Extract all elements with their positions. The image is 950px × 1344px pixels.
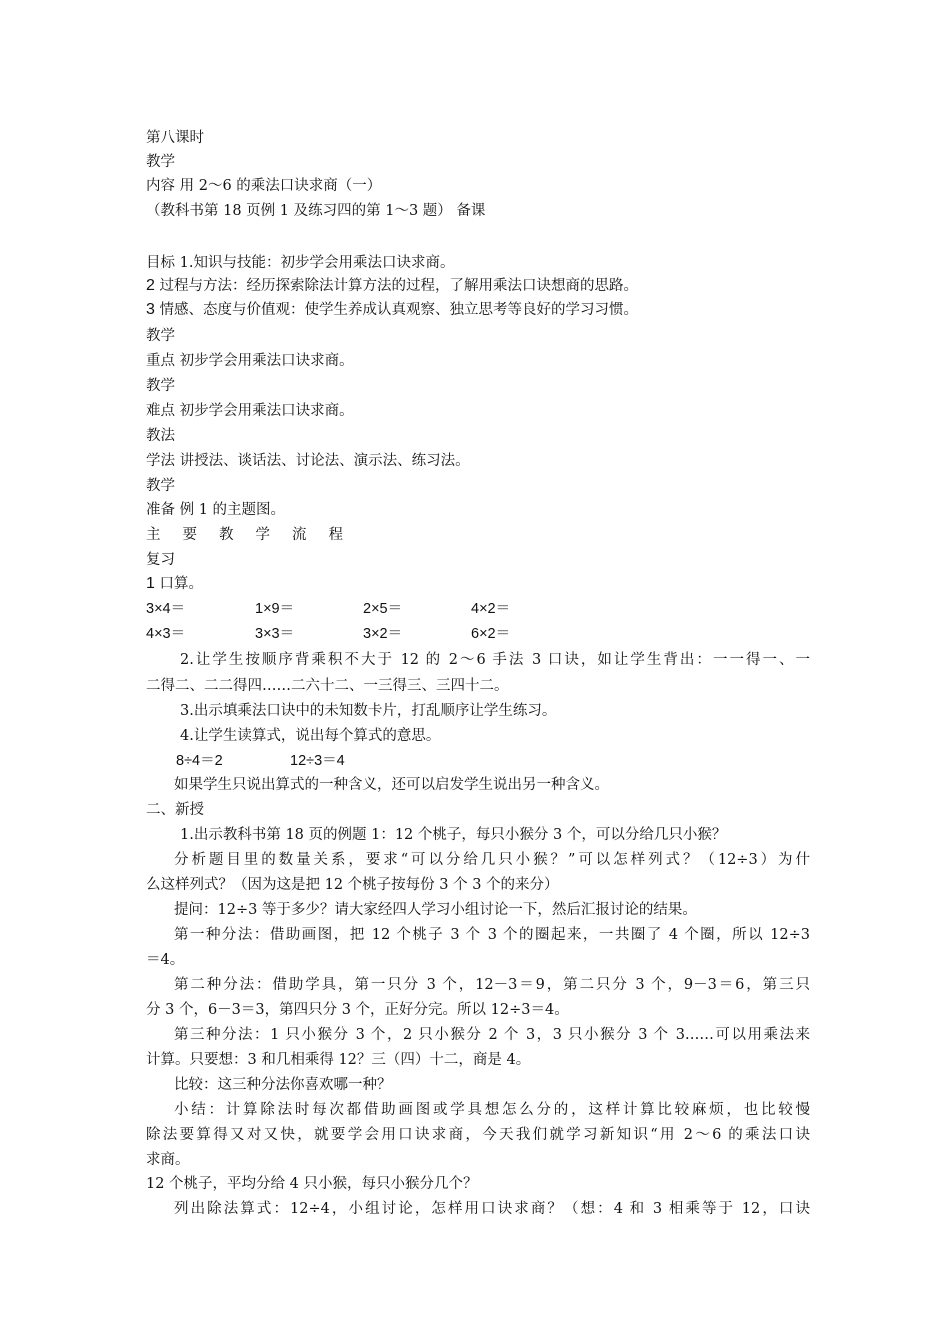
analysis-line1: 分析题目里的数量关系，要求“可以分给几只小猴？”可以怎样列式？（12÷3）为什 [174,852,810,868]
oral-calc-text: 口算。 [154,576,204,592]
preparation: 准备 例 1 的主题图。 [146,502,286,518]
calc-r1-c1: 3×4＝ [146,601,186,617]
teaching-content: 内容 用 2～6 的乘法口诀求商（一） [146,178,382,194]
equation-2: 12÷3＝4 [290,753,345,769]
summary-line3: 求商。 [146,1152,190,1168]
goal-3 [146,300,810,320]
review-heading: 复习 [146,552,175,568]
question: 提问：12÷3 等于多少？请大家经四人学习小组讨论一下，然后汇报讨论的结果。 [174,902,697,918]
textbook-reference: （教科书第 18 页例 1 及练习四的第 1～3 题） 备课 [146,203,486,219]
equation-1: 8÷4＝2 [176,753,223,769]
method-2-line1: 第二种分法：借助学具，第一只分 3 个，12－3＝9，第二只分 3 个，9－3＝6，第三只 [174,977,810,993]
main-flow-heading: 主要教学流程 [146,527,365,543]
calc-r1-c3: 2×5＝ [363,601,403,617]
summary-line2: 除法要算得又对又快，就要学会用口诀求商，今天我们就学习新知识“用 2～6 的乘法口诀 [146,1127,810,1143]
method-3-line2: 计算。只要想：3 和几相乘得 12？三（四）十二，商是 4。 [146,1052,531,1068]
key-point: 重点 初步学会用乘法口诀求商。 [146,353,354,369]
calc-r2-c4: 6×2＝ [471,626,511,642]
label-teaching-2: 教学 [146,328,175,344]
label-teaching: 教学 [146,154,175,170]
calc-r1-c4: 4×2＝ [471,601,511,617]
goal-1: 目标 1.知识与技能：初步学会用乘法口诀求商。 [146,255,455,271]
calc-r2-c2: 3×3＝ [255,626,295,642]
calc-r1-c2: 1×9＝ [255,601,295,617]
goal-2-text: 过程与方法：经历探索除法计算方法的过程，了解用乘法口诀想商的思路。 [154,278,639,294]
method-2-line2: 分 3 个，6－3＝3，第四只分 3 个，正好分完。所以 12÷3＝4。 [146,1002,569,1018]
summary-line1: 小结：计算除法时每次都借助画图或学具想怎么分的，这样计算比较麻烦，也比较慢 [174,1102,810,1118]
label-teaching-4: 教学 [146,478,175,494]
goal-2-number: 2 [146,277,155,294]
review-note: 如果学生只说出算式的一种含义，还可以启发学生说出另一种含义。 [174,777,609,793]
oral-calc-number: 1 [146,575,155,592]
label-method: 教法 [146,428,175,444]
lesson-title: 第八课时 [146,130,204,146]
label-teaching-3: 教学 [146,378,175,394]
analysis-line2: 么这样列式？（因为这是把 12 个桃子按每份 3 个 3 个的来分） [146,877,559,893]
example-2: 12 个桃子，平均分给 4 只小猴，每只小猴分几个？ [146,1176,478,1192]
example-1: 1.出示教科书第 18 页的例题 1：12 个桃子，每只小猴分 3 个，可以分给几只小猴？ [180,827,727,843]
method-1-line2: ＝4。 [146,952,185,968]
calc-r2-c3: 3×2＝ [363,626,403,642]
calc-r2-c1: 4×3＝ [146,626,186,642]
comparison: 比较：这三种分法你喜欢哪一种？ [174,1077,392,1093]
review-step-2-line2: 二得二、二二得四……二六十二、一三得三、三四十二。 [146,678,509,694]
new-lesson-heading: 二、新授 [146,802,204,818]
goal-2 [146,276,810,296]
review-step-3: 3.出示填乘法口诀中的未知数卡片，打乱顺序让学生练习。 [180,703,557,719]
method-3-line1: 第三种分法：1 只小猴分 3 个，2 只小猴分 2 个 3，3 只小猴分 3 个 3……可以用乘法来 [174,1027,810,1043]
oral-calc-heading [146,574,810,594]
goal-3-text: 情感、态度与价值观：使学生养成认真观察、独立思考等良好的学习习惯。 [154,302,639,318]
difficult-point: 难点 初步学会用乘法口诀求商。 [146,403,354,419]
learning-methods: 学法 讲授法、谈话法、讨论法、演示法、练习法。 [146,453,470,469]
division-discussion: 列出除法算式：12÷4，小组讨论，怎样用口诀求商？（想：4 和 3 相乘等于 12，口诀 [174,1201,810,1217]
goal-3-number: 3 [146,301,155,318]
method-1-line1: 第一种分法：借助画图，把 12 个桃子 3 个 3 个的圈起来，一共圈了 4 个圈，所以 12÷3 [174,927,810,943]
review-step-4: 4.让学生读算式，说出每个算式的意思。 [180,728,441,744]
review-step-2-line1: 2.让学生按顺序背乘积不大于 12 的 2～6 手法 3 口诀，如让学生背出：一一得一、一 [180,652,810,668]
